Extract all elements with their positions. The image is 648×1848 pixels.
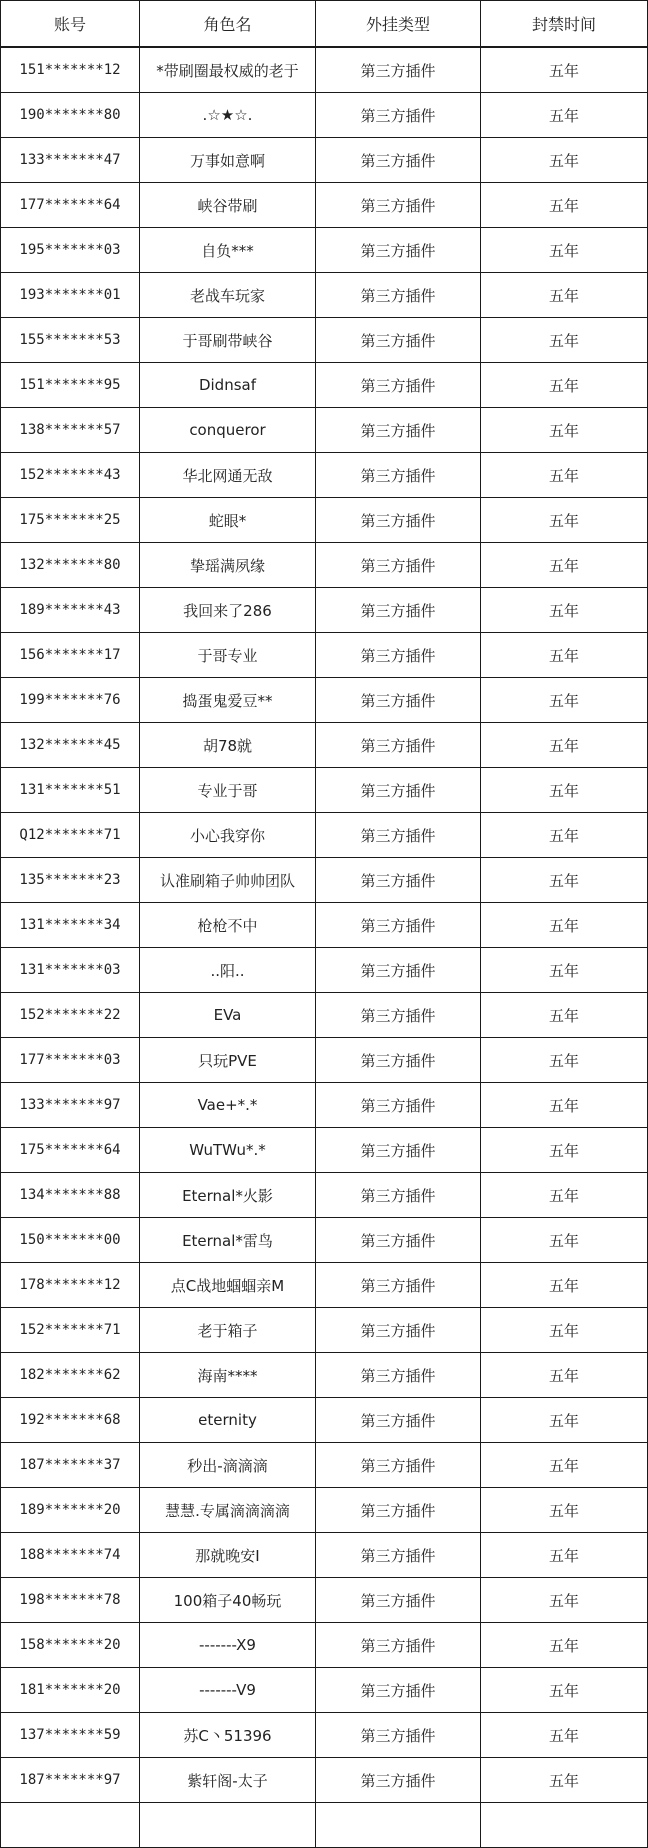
header-role-name: 角色名 <box>140 1 316 48</box>
table-row <box>1 1443 648 1488</box>
cell-role-name: Eternal*雷鸟 <box>140 1218 316 1263</box>
table-row <box>1 633 648 678</box>
cell-account: 133*******97 <box>1 1083 140 1128</box>
cell-ban-duration: 五年 <box>481 93 648 138</box>
cell-account: 150*******00 <box>1 1218 140 1263</box>
cell-cheat-type: 第三方插件 <box>316 228 481 273</box>
cell-cheat-type: 第三方插件 <box>316 1443 481 1488</box>
table-body <box>1 47 648 1848</box>
table-row <box>1 1083 648 1128</box>
cell-account <box>1 1803 140 1848</box>
cell-cheat-type: 第三方插件 <box>316 588 481 633</box>
cell-ban-duration: 五年 <box>481 678 648 723</box>
table-row <box>1 1488 648 1533</box>
cell-cheat-type: 第三方插件 <box>316 1533 481 1578</box>
cell-role-name: Eternal*火影 <box>140 1173 316 1218</box>
cell-cheat-type: 第三方插件 <box>316 47 481 93</box>
table-row <box>1 813 648 858</box>
cell-cheat-type: 第三方插件 <box>316 408 481 453</box>
cell-cheat-type: 第三方插件 <box>316 1308 481 1353</box>
cell-ban-duration: 五年 <box>481 1353 648 1398</box>
cell-cheat-type: 第三方插件 <box>316 273 481 318</box>
cell-role-name: 峡谷带刷 <box>140 183 316 228</box>
cell-cheat-type: 第三方插件 <box>316 1038 481 1083</box>
table-row <box>1 588 648 633</box>
cell-role-name: 老战车玩家 <box>140 273 316 318</box>
cell-ban-duration: 五年 <box>481 1713 648 1758</box>
cell-account: 151*******12 <box>1 47 140 93</box>
table-row <box>1 1398 648 1443</box>
cell-account: 134*******88 <box>1 1173 140 1218</box>
cell-cheat-type: 第三方插件 <box>316 138 481 183</box>
cell-account: 175*******64 <box>1 1128 140 1173</box>
cell-ban-duration: 五年 <box>481 1443 648 1488</box>
cell-account: 195*******03 <box>1 228 140 273</box>
cell-cheat-type: 第三方插件 <box>316 1128 481 1173</box>
cell-cheat-type: 第三方插件 <box>316 1398 481 1443</box>
cell-role-name: 蛇眼* <box>140 498 316 543</box>
cell-role-name <box>140 1803 316 1848</box>
cell-cheat-type: 第三方插件 <box>316 723 481 768</box>
cell-cheat-type: 第三方插件 <box>316 93 481 138</box>
cell-account: 187*******97 <box>1 1758 140 1803</box>
cell-cheat-type: 第三方插件 <box>316 453 481 498</box>
table-row <box>1 93 648 138</box>
cell-cheat-type: 第三方插件 <box>316 903 481 948</box>
table-row <box>1 1218 648 1263</box>
cell-ban-duration: 五年 <box>481 1083 648 1128</box>
cell-role-name: 我回来了286 <box>140 588 316 633</box>
cell-ban-duration: 五年 <box>481 363 648 408</box>
cell-role-name: ..阳.. <box>140 948 316 993</box>
cell-account: 131*******51 <box>1 768 140 813</box>
cell-cheat-type: 第三方插件 <box>316 1218 481 1263</box>
table-row <box>1 1353 648 1398</box>
cell-role-name: Vae+*.* <box>140 1083 316 1128</box>
cell-ban-duration <box>481 1803 648 1848</box>
table-row <box>1 1668 648 1713</box>
cell-role-name: eternity <box>140 1398 316 1443</box>
table-row <box>1 453 648 498</box>
cell-role-name: .☆★☆. <box>140 93 316 138</box>
cell-ban-duration: 五年 <box>481 498 648 543</box>
cell-cheat-type: 第三方插件 <box>316 948 481 993</box>
cell-ban-duration: 五年 <box>481 453 648 498</box>
cell-role-name: 100箱子40畅玩 <box>140 1578 316 1623</box>
cell-ban-duration: 五年 <box>481 273 648 318</box>
cell-account: 152*******43 <box>1 453 140 498</box>
cell-cheat-type: 第三方插件 <box>316 1578 481 1623</box>
cell-ban-duration: 五年 <box>481 1308 648 1353</box>
table-row <box>1 363 648 408</box>
cell-ban-duration: 五年 <box>481 1218 648 1263</box>
table-row <box>1 1308 648 1353</box>
cell-account: 181*******20 <box>1 1668 140 1713</box>
header-cheat-type: 外挂类型 <box>316 1 481 48</box>
cell-cheat-type: 第三方插件 <box>316 633 481 678</box>
cell-ban-duration: 五年 <box>481 858 648 903</box>
cell-cheat-type: 第三方插件 <box>316 1353 481 1398</box>
cell-ban-duration: 五年 <box>481 588 648 633</box>
cell-account: 192*******68 <box>1 1398 140 1443</box>
cell-ban-duration: 五年 <box>481 138 648 183</box>
cell-cheat-type <box>316 1803 481 1848</box>
cell-cheat-type: 第三方插件 <box>316 1623 481 1668</box>
cell-account: 198*******78 <box>1 1578 140 1623</box>
cell-account: 152*******22 <box>1 993 140 1038</box>
table-row <box>1 228 648 273</box>
table-row <box>1 273 648 318</box>
cell-role-name: Didnsaf <box>140 363 316 408</box>
cell-ban-duration: 五年 <box>481 1623 648 1668</box>
cell-cheat-type: 第三方插件 <box>316 768 481 813</box>
cell-ban-duration: 五年 <box>481 993 648 1038</box>
cell-ban-duration: 五年 <box>481 1038 648 1083</box>
cell-role-name: -------V9 <box>140 1668 316 1713</box>
cell-account: 137*******59 <box>1 1713 140 1758</box>
cell-account: 133*******47 <box>1 138 140 183</box>
cell-account: 131*******34 <box>1 903 140 948</box>
table-row <box>1 903 648 948</box>
cell-account: 175*******25 <box>1 498 140 543</box>
cell-role-name: WuTWu*.* <box>140 1128 316 1173</box>
cell-role-name: 挚瑶满夙缘 <box>140 543 316 588</box>
cell-role-name: 海南**** <box>140 1353 316 1398</box>
table-row <box>1 1713 648 1758</box>
table-row <box>1 1263 648 1308</box>
cell-account: 138*******57 <box>1 408 140 453</box>
cell-account: Q12*******71 <box>1 813 140 858</box>
cell-account: 132*******45 <box>1 723 140 768</box>
cell-role-name: 万事如意啊 <box>140 138 316 183</box>
table-row <box>1 183 648 228</box>
cell-ban-duration: 五年 <box>481 768 648 813</box>
table-row <box>1 1038 648 1083</box>
cell-ban-duration: 五年 <box>481 1173 648 1218</box>
cell-cheat-type: 第三方插件 <box>316 1713 481 1758</box>
cell-role-name: 捣蛋鬼爱豆** <box>140 678 316 723</box>
header-ban-duration: 封禁时间 <box>481 1 648 48</box>
cell-ban-duration: 五年 <box>481 1533 648 1578</box>
cell-role-name: *带刷圈最权威的老于 <box>140 47 316 93</box>
cell-account: 155*******53 <box>1 318 140 363</box>
cell-ban-duration: 五年 <box>481 47 648 93</box>
cell-role-name: 认准刷箱子帅帅团队 <box>140 858 316 903</box>
cell-account: 131*******03 <box>1 948 140 993</box>
table-row <box>1 1578 648 1623</box>
cell-account: 188*******74 <box>1 1533 140 1578</box>
table-row <box>1 768 648 813</box>
cell-role-name: 华北网通无敌 <box>140 453 316 498</box>
table-row <box>1 993 648 1038</box>
cell-cheat-type: 第三方插件 <box>316 1173 481 1218</box>
cell-account: 189*******43 <box>1 588 140 633</box>
cell-role-name: conqueror <box>140 408 316 453</box>
cell-role-name: 秒出-滴滴滴 <box>140 1443 316 1488</box>
table-row <box>1 723 648 768</box>
cell-account: 132*******80 <box>1 543 140 588</box>
cell-cheat-type: 第三方插件 <box>316 1758 481 1803</box>
cell-role-name: 于哥专业 <box>140 633 316 678</box>
cell-role-name: 枪枪不中 <box>140 903 316 948</box>
table-row <box>1 1803 648 1848</box>
table-row <box>1 138 648 183</box>
cell-role-name: 胡78就 <box>140 723 316 768</box>
table-row <box>1 858 648 903</box>
header-row <box>1 1 648 48</box>
cell-ban-duration: 五年 <box>481 183 648 228</box>
cell-role-name: 紫轩阁-太子 <box>140 1758 316 1803</box>
table-header <box>1 1 648 48</box>
cell-cheat-type: 第三方插件 <box>316 993 481 1038</box>
cell-role-name: 只玩PVE <box>140 1038 316 1083</box>
cell-account: 156*******17 <box>1 633 140 678</box>
table-row <box>1 1623 648 1668</box>
cell-cheat-type: 第三方插件 <box>316 1488 481 1533</box>
cell-cheat-type: 第三方插件 <box>316 858 481 903</box>
cell-role-name: 那就晚安I <box>140 1533 316 1578</box>
cell-cheat-type: 第三方插件 <box>316 813 481 858</box>
cell-role-name: 自负*** <box>140 228 316 273</box>
cell-account: 135*******23 <box>1 858 140 903</box>
table-row <box>1 408 648 453</box>
table-row <box>1 1758 648 1803</box>
cell-account: 158*******20 <box>1 1623 140 1668</box>
header-account: 账号 <box>1 1 140 48</box>
cell-account: 193*******01 <box>1 273 140 318</box>
cell-account: 152*******71 <box>1 1308 140 1353</box>
cell-ban-duration: 五年 <box>481 543 648 588</box>
cell-role-name: 点C战地蝈蝈亲M <box>140 1263 316 1308</box>
cell-role-name: 苏C丶51396 <box>140 1713 316 1758</box>
cell-account: 151*******95 <box>1 363 140 408</box>
cell-ban-duration: 五年 <box>481 1578 648 1623</box>
table-row <box>1 1173 648 1218</box>
cell-role-name: 小心我穿你 <box>140 813 316 858</box>
cell-ban-duration: 五年 <box>481 1128 648 1173</box>
cell-role-name: 专业于哥 <box>140 768 316 813</box>
cell-account: 177*******64 <box>1 183 140 228</box>
cell-role-name: 老于箱子 <box>140 1308 316 1353</box>
cell-ban-duration: 五年 <box>481 1668 648 1713</box>
cell-role-name: 慧慧.专属滴滴滴滴 <box>140 1488 316 1533</box>
cell-role-name: EVa <box>140 993 316 1038</box>
table-row <box>1 1128 648 1173</box>
cell-cheat-type: 第三方插件 <box>316 183 481 228</box>
table-row <box>1 948 648 993</box>
table-row <box>1 498 648 543</box>
cell-account: 182*******62 <box>1 1353 140 1398</box>
cell-account: 199*******76 <box>1 678 140 723</box>
cell-account: 178*******12 <box>1 1263 140 1308</box>
cell-cheat-type: 第三方插件 <box>316 363 481 408</box>
cell-ban-duration: 五年 <box>481 723 648 768</box>
cell-ban-duration: 五年 <box>481 903 648 948</box>
table-row <box>1 47 648 93</box>
cell-role-name: 于哥刷带峡谷 <box>140 318 316 363</box>
cell-account: 177*******03 <box>1 1038 140 1083</box>
cell-role-name: -------X9 <box>140 1623 316 1668</box>
cell-cheat-type: 第三方插件 <box>316 498 481 543</box>
cell-cheat-type: 第三方插件 <box>316 1263 481 1308</box>
cell-ban-duration: 五年 <box>481 228 648 273</box>
cell-cheat-type: 第三方插件 <box>316 1083 481 1128</box>
cell-cheat-type: 第三方插件 <box>316 678 481 723</box>
table-row <box>1 318 648 363</box>
cell-ban-duration: 五年 <box>481 1488 648 1533</box>
table-row <box>1 1533 648 1578</box>
cell-account: 190*******80 <box>1 93 140 138</box>
table-row <box>1 678 648 723</box>
cell-ban-duration: 五年 <box>481 408 648 453</box>
cell-cheat-type: 第三方插件 <box>316 318 481 363</box>
cell-ban-duration: 五年 <box>481 948 648 993</box>
cell-cheat-type: 第三方插件 <box>316 1668 481 1713</box>
cell-account: 187*******37 <box>1 1443 140 1488</box>
cell-ban-duration: 五年 <box>481 633 648 678</box>
cell-account: 189*******20 <box>1 1488 140 1533</box>
cell-cheat-type: 第三方插件 <box>316 543 481 588</box>
cell-ban-duration: 五年 <box>481 813 648 858</box>
cell-ban-duration: 五年 <box>481 1758 648 1803</box>
cell-ban-duration: 五年 <box>481 1263 648 1308</box>
table-row <box>1 543 648 588</box>
cell-ban-duration: 五年 <box>481 318 648 363</box>
cell-ban-duration: 五年 <box>481 1398 648 1443</box>
